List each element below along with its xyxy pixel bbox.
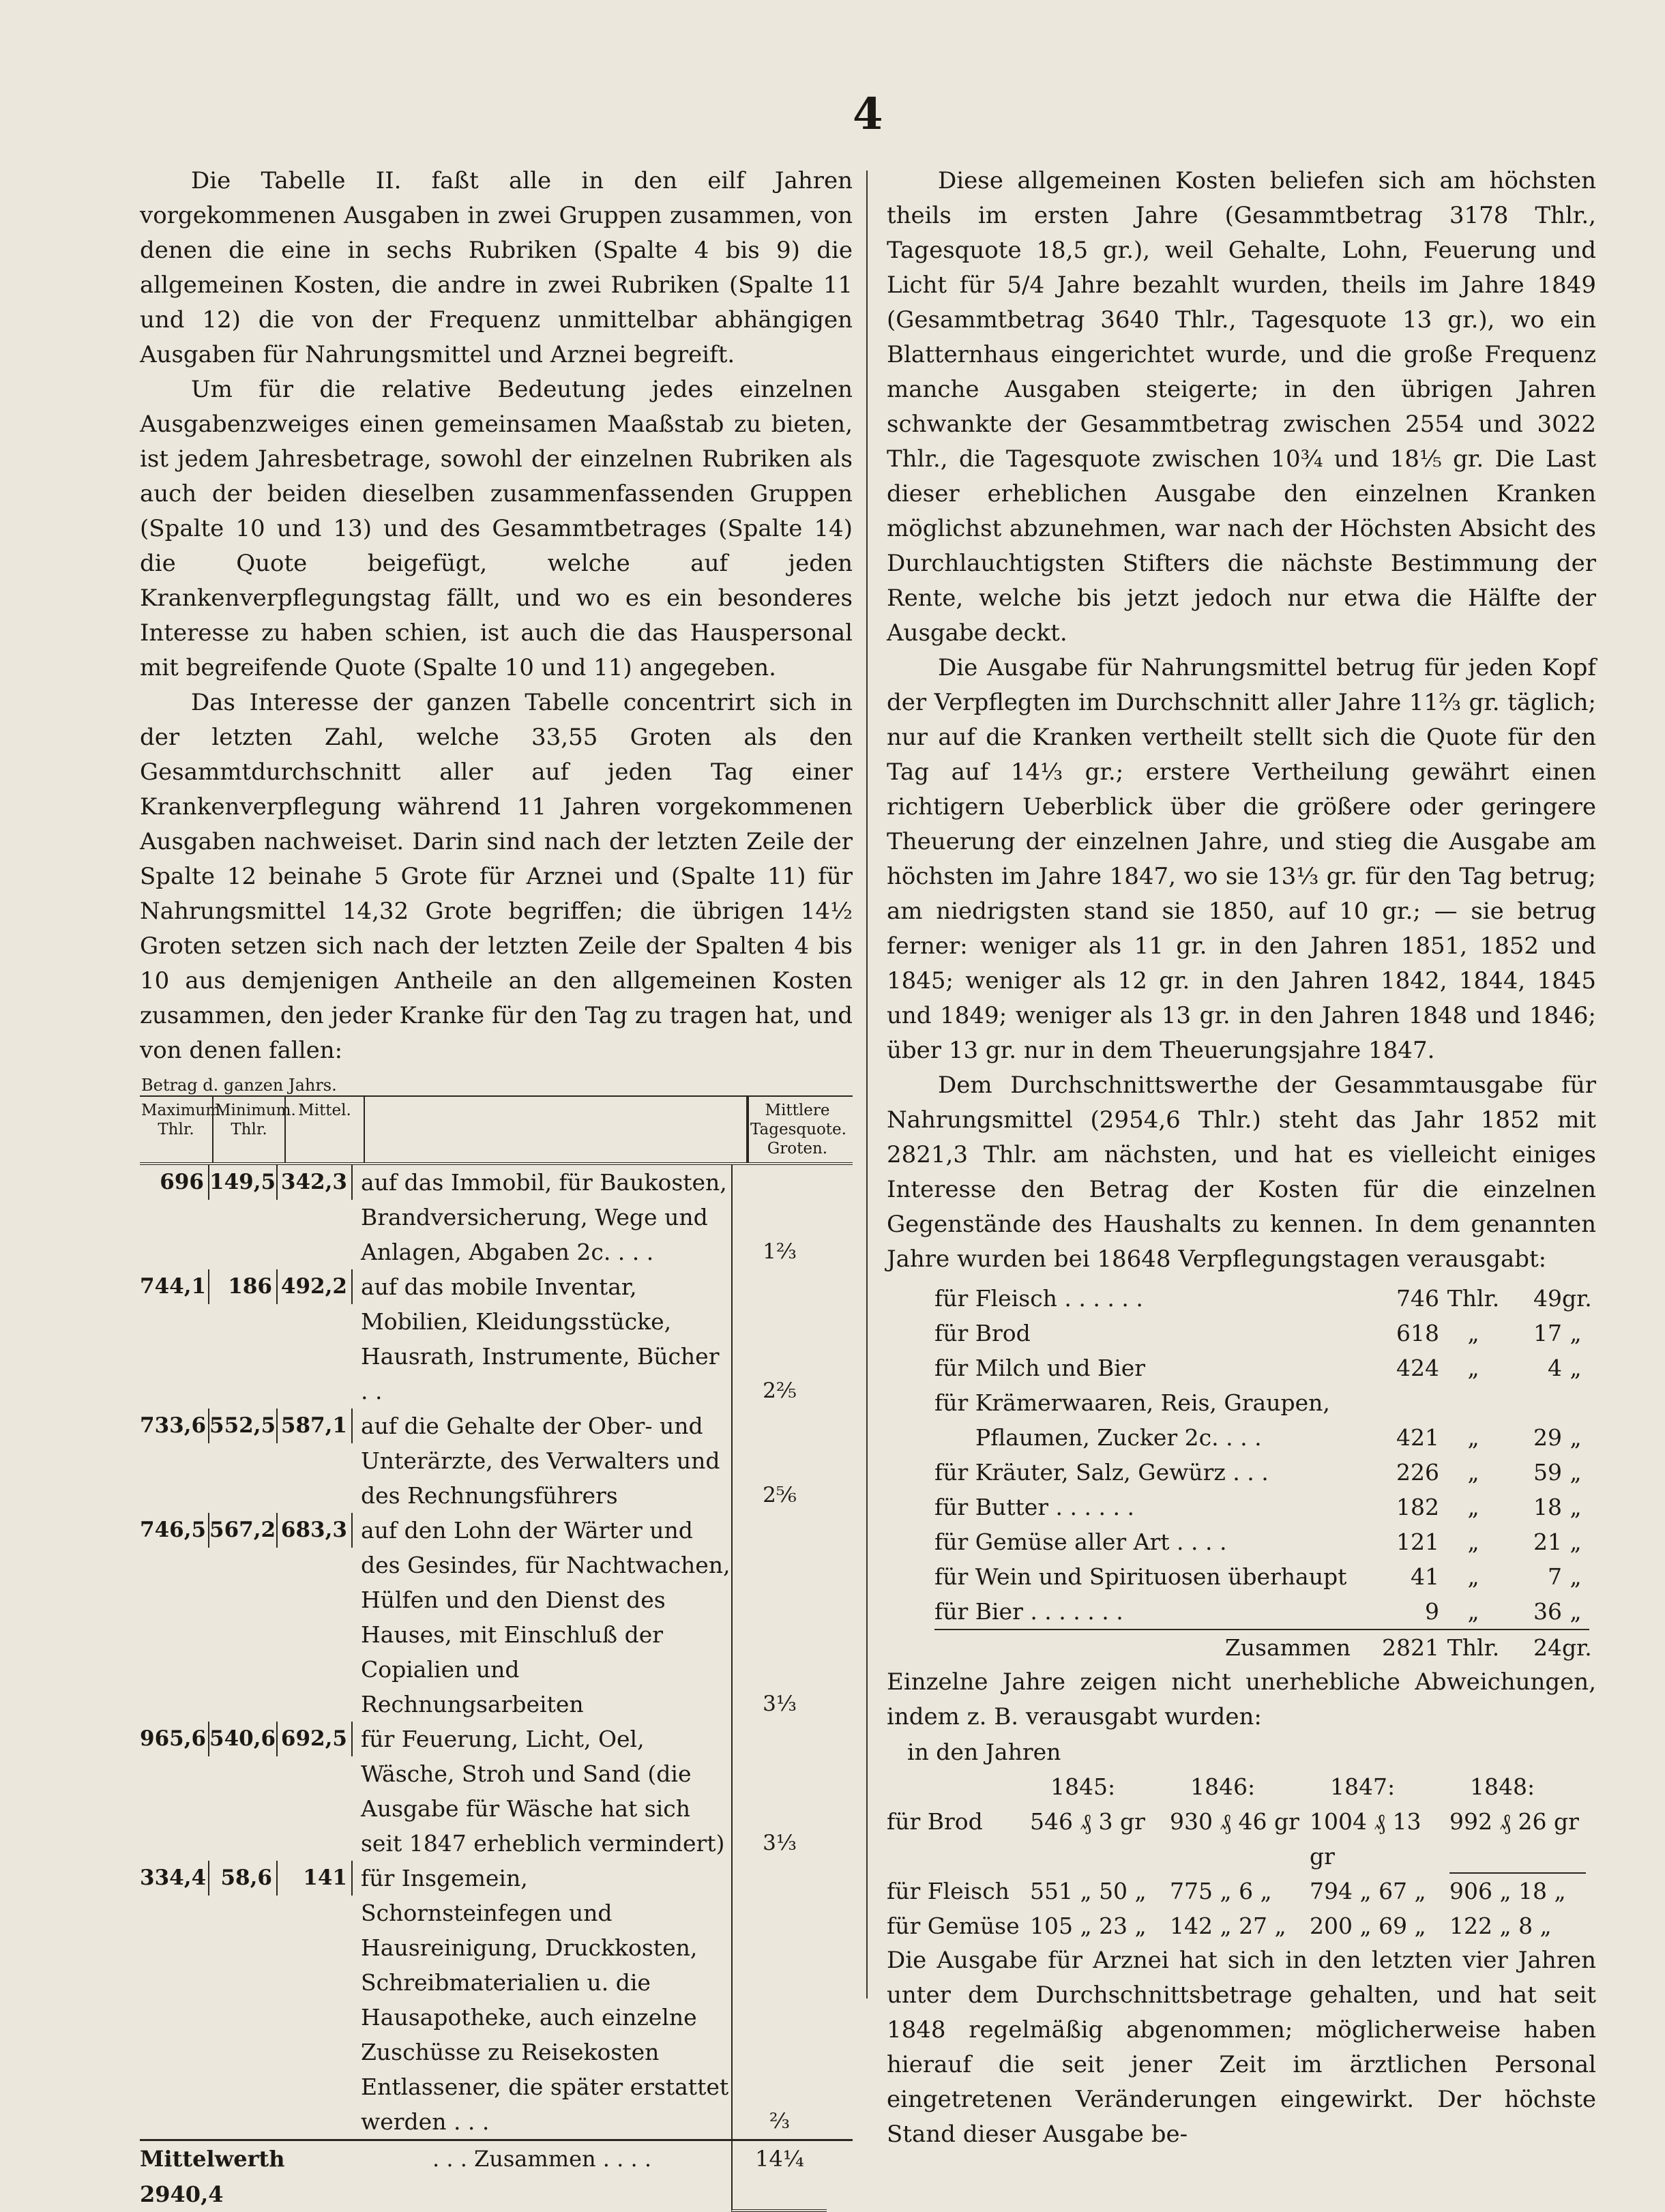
- cost-label: für Bier . . . . . . .: [934, 1598, 1123, 1625]
- year-cell: 1004 ₰ 13 gr: [1310, 1808, 1421, 1870]
- column-divider: [866, 171, 868, 1999]
- cost-thaler: 121: [1396, 1529, 1439, 1555]
- cost-unit: gr.: [1562, 1634, 1592, 1661]
- cost-unit: „: [1570, 1320, 1582, 1346]
- cost-groten: 21: [1533, 1529, 1562, 1555]
- list-item: [934, 1316, 1589, 1351]
- years-header: [887, 1769, 1596, 1804]
- table-row: [140, 1165, 853, 1269]
- cost-unit: „: [1570, 1459, 1582, 1486]
- row-quote: 3⅓: [731, 1722, 827, 1861]
- row-desc: auf das mobile Inventar, Mobilien, Kleidungsstücke, Hausrath, Instrumente, Bücher . .: [361, 1273, 720, 1404]
- row-mittel: 587,1: [278, 1409, 353, 1443]
- cost-total-groten: 24: [1533, 1634, 1562, 1661]
- year-cell: 775 „ 6 „: [1170, 1878, 1272, 1904]
- cost-thaler: 182: [1396, 1494, 1439, 1520]
- year-cell: 546 ₰ 3 gr: [1030, 1808, 1145, 1835]
- table-row: [887, 1874, 1596, 1908]
- row-quote: 2⁵⁄₆: [731, 1409, 827, 1513]
- cost-unit: „: [1467, 1529, 1479, 1555]
- row-quote: ⅔: [731, 1861, 827, 2139]
- total-label: Mittelwerth 2940,4: [140, 2146, 285, 2207]
- list-item: [934, 1559, 1589, 1594]
- year-cell: 992 ₰ 26 gr: [1449, 1804, 1586, 1874]
- row-desc: auf den Lohn der Wärter und des Gesindes, für Nachtwachen, Hülfen und den Dienst des Hauses, mit Einschluß der Copialien und Rechnungsarbeiten: [361, 1517, 731, 1717]
- cost-unit: „: [1467, 1424, 1479, 1451]
- cost-unit: gr.: [1562, 1285, 1592, 1312]
- row-max: 696: [140, 1165, 209, 1200]
- header-max: Maximum. Thlr.: [140, 1097, 213, 1162]
- table-row: [887, 1804, 1596, 1874]
- cost-total-row: [934, 1629, 1592, 1665]
- cost-unit: „: [1467, 1494, 1479, 1520]
- year-cell: 794 „ 67 „: [1310, 1878, 1426, 1904]
- year-cell: 930 ₰ 46 gr: [1170, 1808, 1299, 1835]
- cost-unit: „: [1467, 1459, 1479, 1486]
- cost-label: für Krämerwaaren, Reis, Graupen,: [934, 1389, 1330, 1416]
- years-intro: in den Jahren: [907, 1739, 1061, 1765]
- list-item: [934, 1524, 1589, 1559]
- list-item: [934, 1455, 1589, 1490]
- year-cell: 122 „ 8 „: [1449, 1913, 1552, 1939]
- row-desc: für Feuerung, Licht, Oel, Wäsche, Stroh und Sand (die Ausgabe für Wäsche hat sich seit 1847 erheblich vermindert): [361, 1726, 725, 1857]
- row-mittel: 342,3: [278, 1165, 353, 1200]
- cost-groten: 18: [1533, 1494, 1562, 1520]
- cost-unit: Thlr.: [1447, 1285, 1500, 1312]
- year-cell: 551 „ 50 „: [1030, 1878, 1147, 1904]
- row-mittel: 141: [278, 1861, 353, 1896]
- cost-unit: Thlr.: [1447, 1634, 1500, 1661]
- header-quote: Mittlere Tagesquote. Groten.: [748, 1097, 846, 1162]
- row-max: 744,1: [140, 1269, 209, 1304]
- row-min: 567,2: [209, 1513, 278, 1548]
- list-item: [934, 1385, 1589, 1420]
- cost-groten: 59: [1533, 1459, 1562, 1486]
- year-row-label: für Fleisch: [887, 1878, 1010, 1904]
- cost-label: für Kräuter, Salz, Gewürz . . .: [934, 1459, 1269, 1486]
- table-row: [140, 1861, 853, 2139]
- cost-thaler: 41: [1411, 1563, 1439, 1590]
- header-min: Minimum. Thlr.: [213, 1097, 286, 1162]
- year-1845: 1845:: [1050, 1773, 1116, 1800]
- year-1846: 1846:: [1190, 1773, 1256, 1800]
- cost-unit: „: [1570, 1563, 1582, 1590]
- left-paragraph-2: Um für die relative Bedeutung jedes einzelnen Ausgabenzweiges einen gemeinsamen Maaßstab zu bieten, ist jedem Jahresbetrage, sowohl der einzelnen Rubriken als auch der beiden dieselben zusammenfassenden Gruppen (Spalte 10 und 13) und des Gesammtbetrages (Spalte 14) die Quote beigefügt, welche auf jeden Krankenverpflegungstag fällt, und wo es ein besonderes Interesse zu haben schien, ist auch die das Hauspersonal mit begreifende Quote (Spalte 10 und 11) angegeben.: [140, 376, 853, 681]
- list-item: [934, 1594, 1589, 1629]
- year-row-label: für Gemüse: [887, 1913, 1020, 1939]
- cost-label: für Milch und Bier: [934, 1355, 1146, 1381]
- row-desc: auf das Immobil, für Baukosten, Brandversicherung, Wege und Anlagen, Abgaben 2c. . . .: [361, 1169, 727, 1265]
- cost-unit: „: [1467, 1598, 1479, 1625]
- total-quote: 14¼: [731, 2141, 827, 2212]
- year-cell: 200 „ 69 „: [1310, 1913, 1426, 1939]
- cost-thaler: 424: [1396, 1355, 1439, 1381]
- cost-unit: „: [1570, 1494, 1582, 1520]
- cost-list: [934, 1281, 1592, 1665]
- cost-unit: „: [1570, 1355, 1582, 1381]
- table-group-header: Betrag d. ganzen Jahrs.: [141, 1076, 337, 1095]
- row-mittel: 683,3: [278, 1513, 353, 1548]
- row-quote: 3⅓: [731, 1513, 827, 1722]
- left-paragraph-1: Die Tabelle II. faßt alle in den eilf Jahren vorgekommenen Ausgaben in zwei Gruppen zusammen, von denen die eine in sechs Rubriken (Spalte 4 bis 9) die allgemeinen Kosten, die andre in zwei Rubriken (Spalte 11 und 12) die von der Frequenz unmittelbar abhängigen Ausgaben für Nahrungsmittel und Arznei begreift.: [140, 167, 853, 368]
- row-max: 965,6: [140, 1722, 209, 1756]
- row-max: 746,5: [140, 1513, 209, 1548]
- year-cell: 105 „ 23 „: [1030, 1913, 1147, 1939]
- cost-unit: „: [1570, 1529, 1582, 1555]
- expense-table: [140, 1075, 853, 2212]
- year-1848: 1848:: [1470, 1773, 1535, 1800]
- cost-thaler: 226: [1396, 1459, 1439, 1486]
- cost-unit: „: [1570, 1424, 1582, 1451]
- cost-label: für Gemüse aller Art . . . .: [934, 1529, 1227, 1555]
- header-mittel: Mittel.: [286, 1097, 365, 1162]
- row-min: 58,6: [209, 1861, 278, 1896]
- cost-total-label: Zusammen: [1224, 1634, 1351, 1661]
- cost-unit: „: [1570, 1598, 1582, 1625]
- cost-thaler: 9: [1425, 1598, 1439, 1625]
- cost-label: für Wein und Spirituosen überhaupt: [934, 1563, 1347, 1590]
- row-min: 149,5: [209, 1165, 278, 1200]
- right-paragraph-2: Die Ausgabe für Nahrungsmittel betrug für jeden Kopf der Verpflegten im Durchschnitt aller Jahre 11⅔ gr. täglich; nur auf die Kranken vertheilt stellt sich die Quote für den Tag auf 14⅓ gr.; erstere Vertheilung gewährt einen richtigern Ueberblick über die größere oder geringere Theuerung der einzelnen Jahre, und stieg die Ausgabe am höchsten im Jahre 1847, wo sie 13⅓ gr. für den Tag betrug; am niedrigsten stand sie 1850, auf 10 gr.; — sie betrug ferner: weniger als 11 gr. in den Jahren 1851, 1852 und 1845; weniger als 12 gr. in den Jahren 1842, 1844, 1845 und 1849; weniger als 13 gr. in den Jahren 1848 und 1846; über 13 gr. nur in dem Theuerungsjahre 1847.: [887, 654, 1596, 1064]
- row-max: 733,6: [140, 1409, 209, 1443]
- cost-thaler: 421: [1396, 1424, 1439, 1451]
- list-item: [934, 1420, 1589, 1455]
- row-mittel: 692,5: [278, 1722, 353, 1756]
- table-row: [140, 1513, 853, 1722]
- list-item: [934, 1281, 1592, 1316]
- left-paragraph-3: Das Interesse der ganzen Tabelle concentrirt sich in der letzten Zahl, welche 33,55 Groten als den Gesammtdurchschnitt aller auf jeden Tag einer Krankenverpflegung während 11 Jahren vorgekommenen Ausgaben nachweiset. Darin sind nach der letzten Zeile der Spalte 12 beinahe 5 Grote für Arznei und (Spalte 11) für Nahrungsmittel 14,32 Grote begriffen; die übrigen 14½ Groten setzen sich nach der letzten Zeile der Spalten 4 bis 10 aus demjenigen Antheile an den allgemeinen Kosten zusammen, den jeder Kranke für den Tag zu tragen hat, und von denen fallen:: [140, 689, 853, 1064]
- right-paragraph-4: Einzelne Jahre zeigen nicht unerhebliche Abweichungen, indem z. B. verausgabt wurden:: [887, 1668, 1596, 1730]
- cost-label: für Butter . . . . . .: [934, 1494, 1134, 1520]
- cost-total-thaler: 2821: [1382, 1634, 1439, 1661]
- cost-groten: 49: [1533, 1285, 1562, 1312]
- cost-groten: 36: [1533, 1598, 1562, 1625]
- cost-label: für Brod: [934, 1320, 1031, 1346]
- cost-groten: 7: [1548, 1563, 1562, 1590]
- cost-unit: „: [1467, 1355, 1479, 1381]
- row-quote: 2²⁄₅: [731, 1269, 827, 1409]
- page-number: 4: [853, 89, 883, 140]
- row-desc: auf die Gehalte der Ober- und Unterärzte, des Verwalters und des Rechnungsführers: [361, 1413, 720, 1509]
- year-row-label: für Brod: [887, 1808, 983, 1835]
- header-desc: [365, 1097, 748, 1162]
- year-cell: 142 „ 27 „: [1170, 1913, 1286, 1939]
- list-item: [934, 1490, 1589, 1524]
- cost-groten: 17: [1533, 1320, 1562, 1346]
- cost-thaler: 746: [1396, 1285, 1439, 1312]
- left-column: [140, 164, 853, 2212]
- right-paragraph-1: Diese allgemeinen Kosten beliefen sich am höchsten theils im ersten Jahre (Gesammtbetrag 3178 Thlr., Tagesquote 18,5 gr.), weil Gehalte, Lohn, Feuerung und Licht für 5/4 Jahre bezahlt wurden, theils im Jahre 1849 (Gesammtbetrag 3640 Thlr., Tagesquote 13 gr.), wo ein Blatternhaus eingerichtet wurde, und die große Frequenz manche Ausgaben steigerte; in den übrigen Jahren schwankte der Gesammtbetrag zwischen 2554 und 3022 Thlr., die Tagesquote zwischen 10¾ und 18⅕ gr. Die Last dieser erheblichen Ausgabe den einzelnen Kranken möglichst abzunehmen, war nach der Höchsten Absicht des Durchlauchtigsten Stifters die nächste Bestimmung der Rente, welche bis jetzt jedoch nur etwa die Hälfte der Ausgabe deckt.: [887, 167, 1596, 647]
- right-paragraph-5: Die Ausgabe für Arznei hat sich in den letzten vier Jahren unter dem Durchschnittsbetrage gehalten, und hat seit 1848 regelmäßig abgenommen; möglicherweise haben hierauf die seit jener Zeit im ärztlichen Personal eingetretenen Veränderungen eingewirkt. Der höchste Stand dieser Ausgabe be-: [887, 1947, 1596, 2148]
- total-desc: . . . Zusammen . . . .: [432, 2146, 651, 2172]
- right-column: [887, 164, 1596, 2152]
- year-cell: 906 „ 18 „: [1449, 1878, 1566, 1904]
- table-row: [140, 1722, 853, 1861]
- row-max: 334,4: [140, 1861, 209, 1896]
- row-desc: für Insgemein, Schornsteinfegen und Hausreinigung, Druckkosten, Schreibmaterialien u. die Hausapotheke, auch einzelne Zuschüsse zu Reisekosten Entlassener, die später erstattet werden . . .: [361, 1865, 729, 2135]
- cost-groten: 4: [1548, 1355, 1562, 1381]
- cost-unit: „: [1467, 1320, 1479, 1346]
- list-item: [934, 1351, 1589, 1385]
- table-total-row: [140, 2139, 853, 2212]
- table-header-row: [140, 1095, 853, 1165]
- row-min: 186: [209, 1269, 278, 1304]
- cost-groten: 29: [1533, 1424, 1562, 1451]
- table-row: [140, 1269, 853, 1409]
- row-min: 540,6: [209, 1722, 278, 1756]
- row-mittel: 492,2: [278, 1269, 353, 1304]
- cost-label: Pflaumen, Zucker 2c. . . .: [975, 1424, 1262, 1451]
- cost-unit: „: [1467, 1563, 1479, 1590]
- row-min: 552,5: [209, 1409, 278, 1443]
- right-paragraph-3: Dem Durchschnittswerthe der Gesammtausgabe für Nahrungsmittel (2954,6 Thlr.) steht das Jahr 1852 mit 2821,3 Thlr. am nächsten, und hat es vielleicht einiges Interesse den Betrag der Kosten für die einzelnen Gegenstände des Haushalts zu kennen. In dem genannten Jahre wurden bei 18648 Verpflegungstagen verausgabt:: [887, 1072, 1596, 1273]
- cost-thaler: 618: [1396, 1320, 1439, 1346]
- cost-label: für Fleisch . . . . . .: [934, 1285, 1143, 1312]
- table-row: [887, 1908, 1596, 1943]
- table-row: [140, 1409, 853, 1513]
- row-quote: 1⅔: [731, 1165, 827, 1269]
- year-1847: 1847:: [1330, 1773, 1396, 1800]
